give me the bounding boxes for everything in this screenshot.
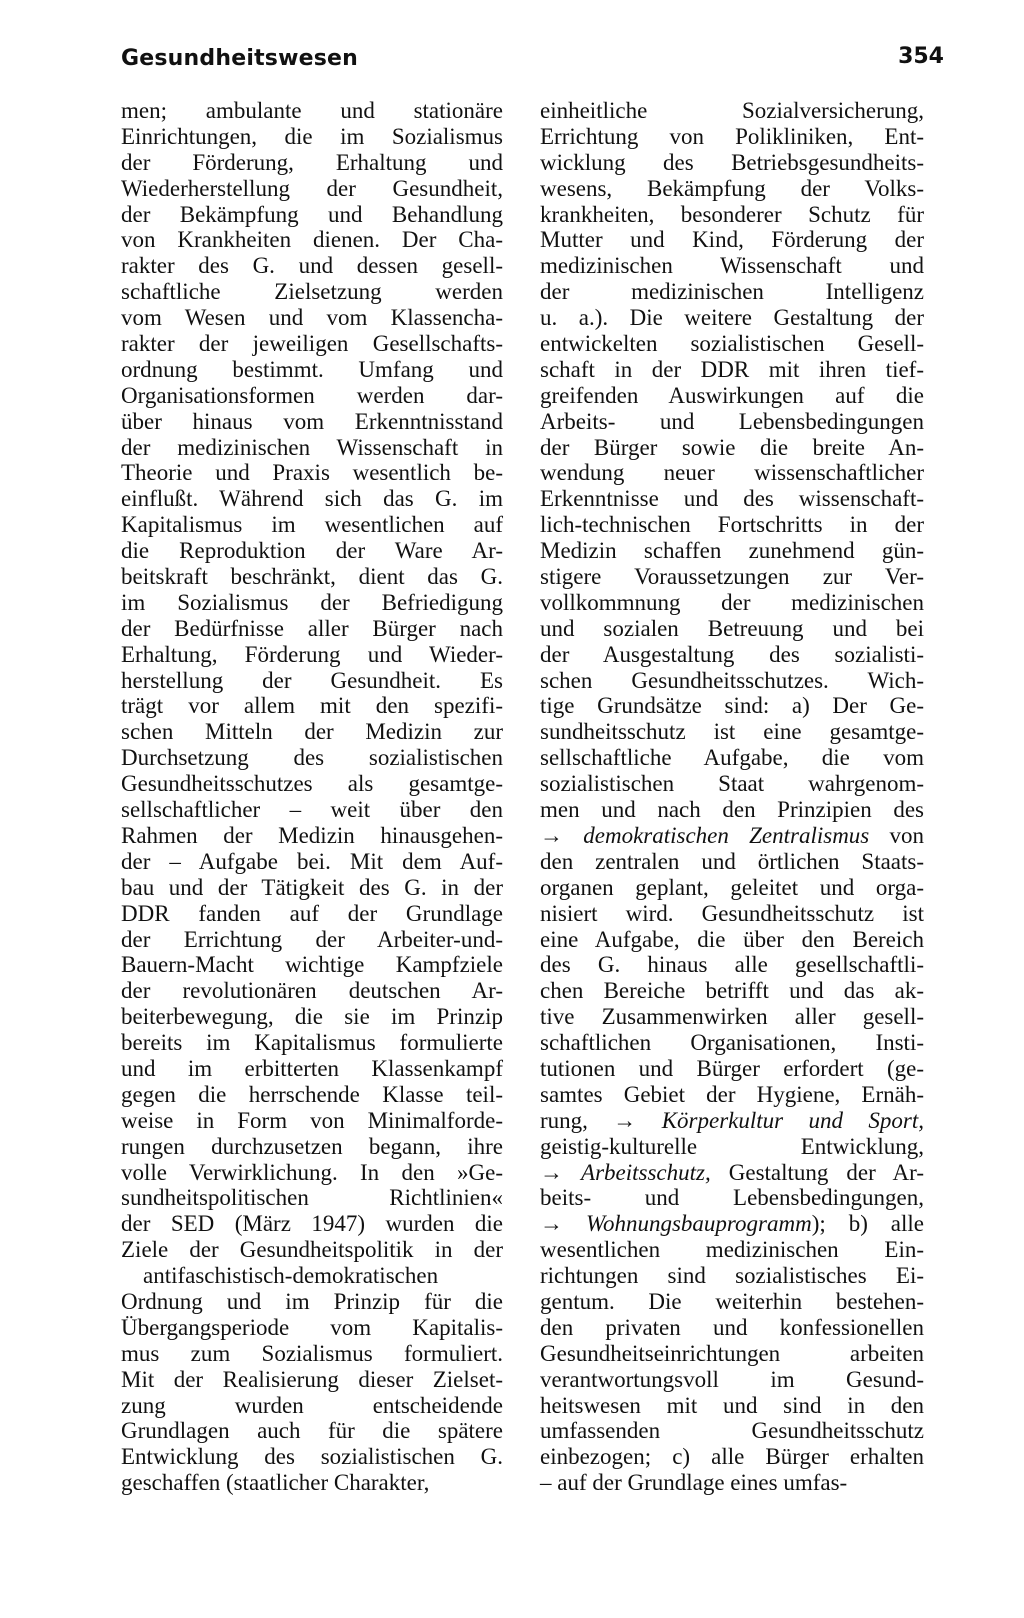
line-text: Gestaltung der Ar- [710, 1159, 925, 1185]
text-line: gegen die herrschende Klasse teil- [121, 1081, 503, 1107]
text-line [540, 823, 924, 849]
text-line: der SED (März 1947) wurden die [121, 1211, 503, 1237]
text-line: Grundlagen auch für die spätere [121, 1418, 503, 1444]
line-text: rung, → [540, 1107, 662, 1133]
text-line: einheitliche Sozialversicherung, [540, 98, 924, 123]
text-line: volle Verwirklichung. In den »Ge- [121, 1159, 503, 1185]
text-line: der Ausgestaltung des sozialisti- [540, 641, 924, 667]
text-line: beits- und Lebensbedingungen, [540, 1185, 924, 1211]
text-line: organen geplant, geleitet und orga- [540, 874, 924, 900]
page-number: 354 [898, 44, 944, 69]
text-line [540, 1160, 924, 1186]
text-line: antifaschistisch-demokratischen [143, 1263, 439, 1289]
text-line: Errichtung von Polikliniken, Ent- [540, 123, 924, 149]
text-line [540, 1108, 924, 1134]
text-line: bereits im Kapitalismus formulierte [121, 1030, 503, 1056]
text-line: Erkenntnisse und des wissenschaft- [540, 486, 924, 512]
text-line: verantwortungsvoll im Gesund- [540, 1366, 924, 1392]
text-line: nisiert wird. Gesundheitsschutz ist [540, 900, 924, 926]
text-line: u. a.). Die weitere Gestaltung der [540, 305, 924, 331]
text-line: greifenden Auswirkungen auf die [540, 382, 924, 408]
text-line: Gesundheitsschutzes als gesamtge- [121, 771, 503, 797]
text-line: men; ambulante und stationäre [121, 98, 503, 123]
text-line: heitswesen mit und sind in den [540, 1392, 924, 1418]
text-line: schen Gesundheitsschutzes. Wich- [540, 667, 924, 693]
text-line: Einrichtungen, die im Sozialismus [121, 123, 503, 149]
text-line: men und nach den Prinzipien des [540, 797, 924, 823]
text-line: schaftliche Zielsetzung werden [121, 279, 503, 305]
text-line: einbezogen; c) alle Bürger erhalten [540, 1444, 924, 1470]
text-line: Wiederherstellung der Gesundheit, [121, 175, 503, 201]
text-line: umfassenden Gesundheitsschutz [540, 1418, 924, 1444]
left-text-column [121, 98, 503, 1496]
text-line: im Sozialismus der Befriedigung [121, 589, 503, 615]
text-line: geistig-kulturelle Entwicklung, [540, 1133, 924, 1159]
text-line: Gesundheitseinrichtungen arbeiten [540, 1340, 924, 1366]
text-line: rakter des G. und dessen gesell- [121, 253, 503, 279]
text-line: weise in Form von Minimalforde- [121, 1107, 503, 1133]
text-line: lich-technischen Fortschritts in der [540, 512, 924, 538]
text-line: Kapitalismus im wesentlichen auf [121, 512, 503, 538]
line-text: → [540, 822, 584, 848]
cross-reference: Körperkultur und Sport, [661, 1107, 924, 1133]
text-line [540, 1211, 924, 1237]
text-line: medizinischen Wissenschaft und [540, 253, 924, 279]
text-line: Entwicklung des sozialistischen G. [121, 1444, 503, 1470]
cross-reference: Arbeitsschutz, [581, 1159, 711, 1185]
text-line: schaft in der DDR mit ihren tief- [540, 356, 924, 382]
text-line: einflußt. Während sich das G. im [121, 486, 503, 512]
text-line: der revolutionären deutschen Ar- [121, 978, 503, 1004]
text-line: richtungen sind sozialistisches Ei- [540, 1263, 924, 1289]
text-line: Rahmen der Medizin hinausgehen- [121, 822, 503, 848]
text-line: gentum. Die weiterhin bestehen- [540, 1288, 924, 1314]
text-line: der medizinischen Intelligenz [540, 279, 924, 305]
text-line: der Bedürfnisse aller Bürger nach [121, 615, 503, 641]
text-line: stigere Voraussetzungen zur Ver- [540, 564, 924, 590]
text-line: Mit der Realisierung dieser Zielset- [121, 1366, 503, 1392]
line-text: → [540, 1159, 582, 1185]
text-line: Medizin schaffen zunehmend gün- [540, 538, 924, 564]
text-line: entwickelten sozialistischen Gesell- [540, 331, 924, 357]
text-line: der medizinischen Wissenschaft in [121, 434, 503, 460]
text-line: sundheitsschutz ist eine gesamtge- [540, 719, 924, 745]
text-line: rakter der jeweiligen Gesellschafts- [121, 331, 503, 357]
text-line: sozialistischen Staat wahrgenom- [540, 771, 924, 797]
text-line: vollkommnung der medizinischen [540, 589, 924, 615]
text-line: tive Zusammenwirken aller gesell- [540, 1004, 924, 1030]
text-line: sundheitspolitischen Richtlinien« [121, 1185, 503, 1211]
text-line: Bauern-Macht wichtige Kampfziele [121, 952, 503, 978]
text-line: trägt vor allem mit den spezifi- [121, 693, 503, 719]
text-line: mus zum Sozialismus formuliert. [121, 1340, 503, 1366]
text-line: sellschaftliche Aufgabe, die vom [540, 745, 924, 771]
text-line: Organisationsformen werden dar- [121, 382, 503, 408]
text-line: schaftlichen Organisationen, Insti- [540, 1030, 924, 1056]
text-line: der Förderung, Erhaltung und [121, 149, 503, 175]
text-line: den privaten und konfessionellen [540, 1314, 924, 1340]
text-line: beitskraft beschränkt, dient das G. [121, 564, 503, 590]
text-line: herstellung der Gesundheit. Es [121, 667, 503, 693]
text-line: der Errichtung der Arbeiter-und- [121, 926, 503, 952]
running-head: Gesundheitswesen [121, 46, 359, 71]
line-text: von [869, 822, 925, 848]
line-text: ); b) alle [811, 1211, 924, 1237]
text-line: wendung neuer wissenschaftlicher [540, 460, 924, 486]
text-line: Ziele der Gesundheitspolitik in der [121, 1237, 503, 1263]
text-line: der – Aufgabe bei. Mit dem Auf- [121, 848, 503, 874]
text-line: Erhaltung, Förderung und Wieder- [121, 641, 503, 667]
text-line: über hinaus vom Erkenntnisstand [121, 408, 503, 434]
text-line: DDR fanden auf der Grundlage [121, 900, 503, 926]
text-line: rungen durchzusetzen begann, ihre [121, 1133, 503, 1159]
text-line: Theorie und Praxis wesentlich be- [121, 460, 503, 486]
text-line: wesentlichen medizinischen Ein- [540, 1237, 924, 1263]
cross-reference: Wohnungsbauprogramm [585, 1211, 812, 1237]
text-line: der Bekämpfung und Behandlung [121, 201, 503, 227]
text-line: Arbeits- und Lebensbedingungen [540, 408, 924, 434]
text-line: von Krankheiten dienen. Der Cha- [121, 227, 503, 253]
text-line: eine Aufgabe, die über den Bereich [540, 926, 924, 952]
text-line: der Bürger sowie die breite An- [540, 434, 924, 460]
text-line: die Reproduktion der Ware Ar- [121, 538, 503, 564]
text-line: Übergangsperiode vom Kapitalis- [121, 1314, 503, 1340]
text-line: chen Bereiche betrifft und das ak- [540, 978, 924, 1004]
text-line: tige Grundsätze sind: a) Der Ge- [540, 693, 924, 719]
text-line: – auf der Grundlage eines umfas- [540, 1470, 848, 1496]
text-line: den zentralen und örtlichen Staats- [540, 848, 924, 874]
text-line: tutionen und Bürger erfordert (ge- [540, 1055, 924, 1081]
text-line: des G. hinaus alle gesellschaftli- [540, 952, 924, 978]
text-line: wicklung des Betriebsgesundheits- [540, 149, 924, 175]
text-line: Durchsetzung des sozialistischen [121, 745, 503, 771]
text-line: krankheiten, besonderer Schutz für [540, 201, 924, 227]
text-line: sellschaftlicher – weit über den [121, 797, 503, 823]
text-line: schen Mitteln der Medizin zur [121, 719, 503, 745]
text-line: vom Wesen und vom Klassencha- [121, 305, 503, 331]
text-line: Ordnung und im Prinzip für die [121, 1288, 503, 1314]
text-line: beiterbewegung, die sie im Prinzip [121, 1004, 503, 1030]
text-line: und im erbitterten Klassenkampf [121, 1055, 503, 1081]
right-text-column [540, 98, 924, 1496]
cross-reference: demokratischen Zentralismus [583, 822, 870, 848]
text-line: zung wurden entscheidende [121, 1392, 503, 1418]
text-line: und sozialen Betreuung und bei [540, 615, 924, 641]
text-line: bau und der Tätigkeit des G. in der [121, 874, 503, 900]
text-line: ordnung bestimmt. Umfang und [121, 356, 503, 382]
text-line: Mutter und Kind, Förderung der [540, 227, 924, 253]
text-line: samtes Gebiet der Hygiene, Ernäh- [540, 1081, 924, 1107]
line-text: → [540, 1211, 586, 1237]
text-line: geschaffen (staatlicher Charakter, [121, 1470, 430, 1496]
text-line: wesens, Bekämpfung der Volks- [540, 175, 924, 201]
